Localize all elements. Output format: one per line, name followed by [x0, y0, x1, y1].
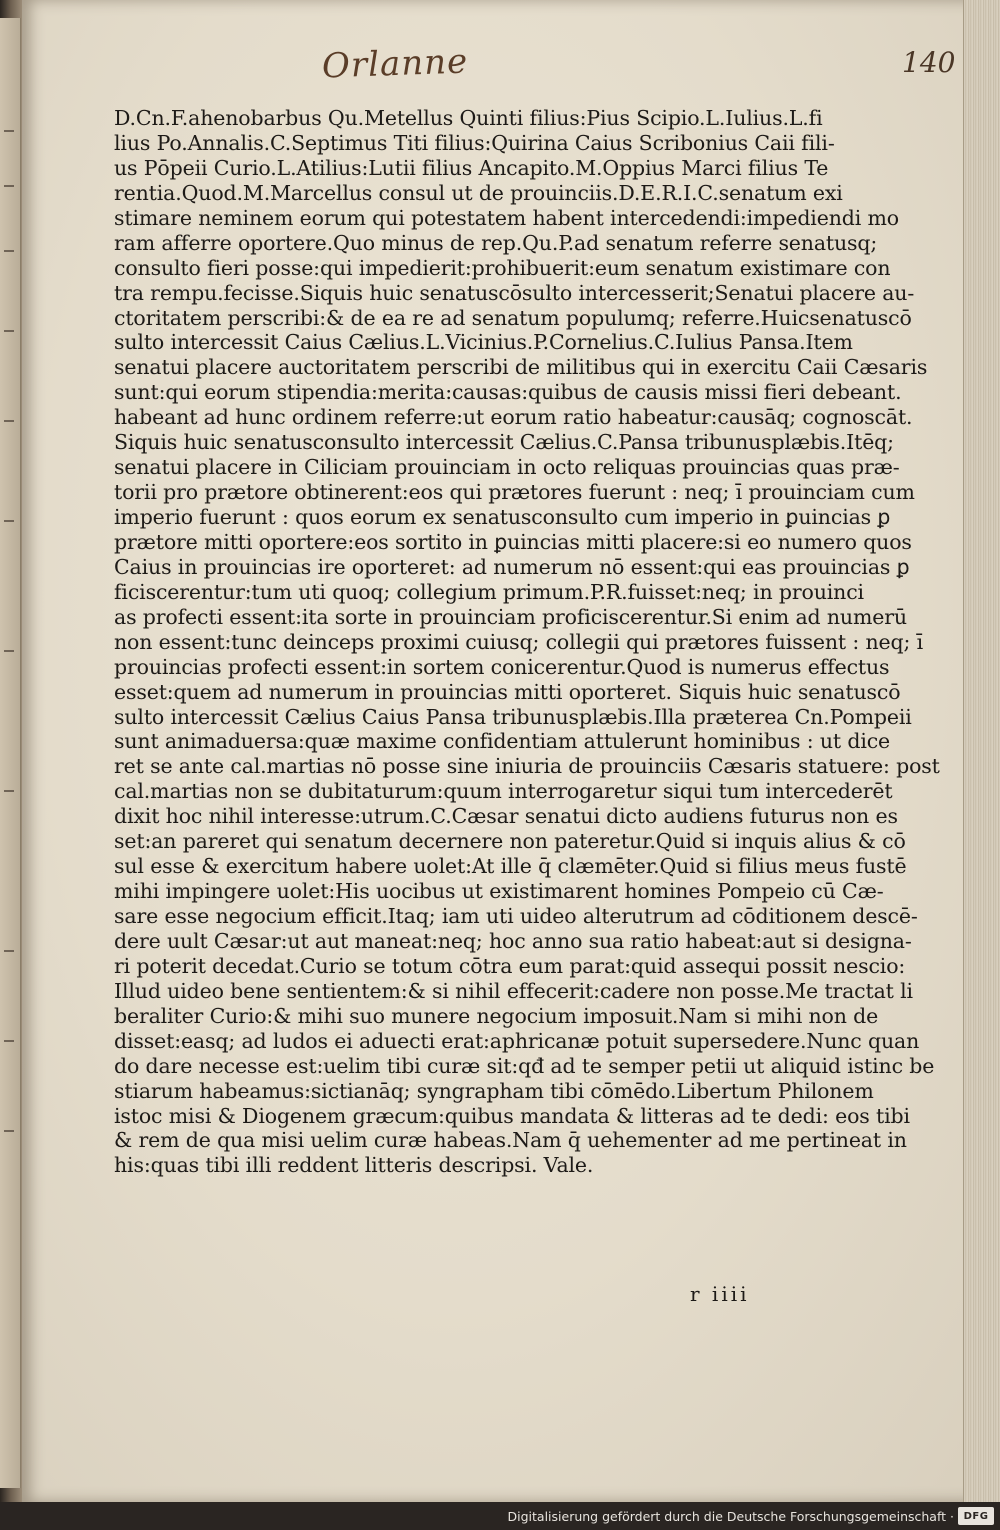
text-line: sare esse negocium efficit.Itaq; iam uti uideo alterutrum ad cōditionem descē- [114, 904, 918, 928]
text-line: dere uult Cæsar:ut aut maneat:neq; hoc anno sua ratio habeat:aut si designa- [114, 928, 912, 953]
text-line: ficiscerentur:tum uti quoq; collegium primum.P.R.fuisset:neq; in prouinci [114, 579, 864, 604]
text-line: esset:quem ad numerum in prouincias mitti oporteret. Siquis huic senatuscō [114, 679, 901, 704]
text-line: ri poterit decedat.Curio se totum cōtra eum parat:quid assequi possit nescio: [114, 953, 906, 978]
text-line: ctoritatem perscribi:& de ea re ad senatum populumq; referre.Huicsenatuscō [114, 305, 912, 330]
text-line: imperio fuerunt : quos eorum ex senatusconsulto cum imperio in ꝑuincias ꝑ [114, 505, 891, 529]
text-line: rentia.Quod.M.Marcellus consul ut de prouinciis.D.E.R.I.C.senatum exi [114, 180, 843, 205]
text-line: sulto intercessit Caius Cælius.L.Vicinius.P.Cornelius.C.Iulius Pansa.Item [114, 330, 853, 355]
book-page [22, 0, 982, 1502]
text-line: dixit hoc nihil interesse:utrum.C.Cæsar senatui dicto audiens futurus non es [114, 804, 898, 829]
text-line: sul esse & exercitum habere uolet:At ille q̄ clæmēter.Quid si filius meus fustē [114, 854, 907, 879]
text-line: sunt:qui eorum stipendia:merita:causas:quibus de causis missi fieri debeant. [114, 380, 902, 405]
funding-credit: Digitalisierung gefördert durch die Deutsche Forschungsgemeinschaft · [507, 1509, 954, 1524]
text-line: set:an pareret qui senatum decernere non pateretur.Quid si inquis alius & cō [114, 829, 906, 854]
text-line: consulto fieri posse:qui impedierit:prohibuerit:eum senatum existimare con [114, 255, 891, 280]
text-line: torii pro prætore obtinerent:eos qui prætores fuerunt : neq; ī prouinciam cum [114, 480, 915, 505]
text-line: cal.martias non se dubitaturum:quum interrogaretur siqui tum intercederēt [114, 779, 893, 804]
text-line: habeant ad hunc ordinem referre:ut eorum ratio habeatur:causāq; cognoscāt. [114, 405, 913, 430]
text-line: do dare necesse est:uelim tibi curæ sit:qđ ad te semper petii ut aliquid istinc be [114, 1053, 935, 1078]
text-line: Illud uideo bene sentientem:& si nihil effecerit:cadere non posse.Me tractat li [114, 978, 913, 1003]
text-line: Caius in prouincias ire oporteret: ad numerum nō essent:qui eas prouincias ꝑ [114, 554, 910, 579]
text-line: senatui placere auctoritatem perscribi de militibus qui in exercitu Caii Cæsaris [114, 355, 928, 380]
text-line: mihi impingere uolet:His uocibus ut existimarent homines Pompeio cū Cæ- [114, 879, 884, 904]
facing-page-marks [2, 90, 18, 1190]
text-line: prouincias profecti essent:in sortem conicerentur.Quod is numerus effectus [114, 654, 890, 679]
text-line: sulto intercessit Cælius Caius Pansa tribunusplæbis.Illa præterea Cn.Pompeii [114, 704, 912, 729]
handwritten-note: Orlanne [321, 41, 469, 87]
printed-text-block [114, 106, 940, 1178]
text-line: & rem de qua misi uelim curæ habeas.Nam q̄ uehementer ad me pertineat in [114, 1128, 907, 1153]
text-line: ret se ante cal.martias nō posse sine iniuria de prouinciis Cæsaris statuere: post [114, 754, 940, 779]
text-line: beraliter Curio:& mihi suo munere negocium imposuit.Nam si mihi non de [114, 1003, 879, 1028]
text-line: sunt animaduersa:quæ maxime confidentiam attulerunt hominibus : ut dice [114, 729, 891, 754]
text-line: D.Cn.F.ahenobarbus Qu.Metellus Quinti filius:Pius Scipio.L.Iulius.L.fi [114, 106, 823, 130]
text-line: Siquis huic senatusconsulto intercessit Cælius.C.Pansa tribunusplæbis.Itēq; [114, 430, 894, 455]
text-line: as profecti essent:ita sorte in prouinciam proficiscerentur.Si enim ad numerū [114, 604, 907, 629]
text-line: senatui placere in Ciliciam prouinciam in octo reliquas prouincias quas præ- [114, 455, 900, 480]
dfg-logo: DFG [958, 1507, 994, 1525]
text-line: us Pōpeii Curio.L.Atilius:Lutii filius Ancapito.M.Oppius Marci filius Te [114, 155, 829, 180]
text-line: non essent:tunc deinceps proximi cuiusq; collegii qui prætores fuissent : neq; ī [114, 629, 924, 654]
page-edges [963, 0, 1000, 1502]
footer-bar [0, 1502, 1000, 1530]
text-line: lius Po.Annalis.C.Septimus Titi filius:Quirina Caius Scribonius Caii fili- [114, 130, 835, 155]
text-line: prætore mitti oportere:eos sortito in ꝑuincias mitti placere:si eo numero quos [114, 529, 912, 554]
text-line: stimare neminem eorum qui potestatem habent intercedendi:impediendi mo [114, 205, 899, 230]
text-line: istoc misi & Diogenem græcum:quibus mandata & litteras ad te dedi: eos tibi [114, 1103, 910, 1128]
text-line: tra rempu.fecisse.Siquis huic senatuscōsulto intercesserit;Senatui placere au- [114, 280, 915, 305]
text-line: his:quas tibi illi reddent litteris descripsi. Vale. [114, 1153, 594, 1178]
text-line: stiarum habeamus:sictianāq; syngrapham tibi cōmēdo.Libertum Philonem [114, 1078, 874, 1103]
text-line: ram afferre oportere.Quo minus de rep.Qu.P.ad senatum referre senatusq; [114, 230, 878, 255]
folio-number: 140 [902, 46, 956, 79]
text-line: disset:easq; ad ludos ei aduecti erat:aphricanæ potuit supersedere.Nunc quan [114, 1028, 920, 1053]
signature-mark: r iiii [690, 1282, 750, 1306]
